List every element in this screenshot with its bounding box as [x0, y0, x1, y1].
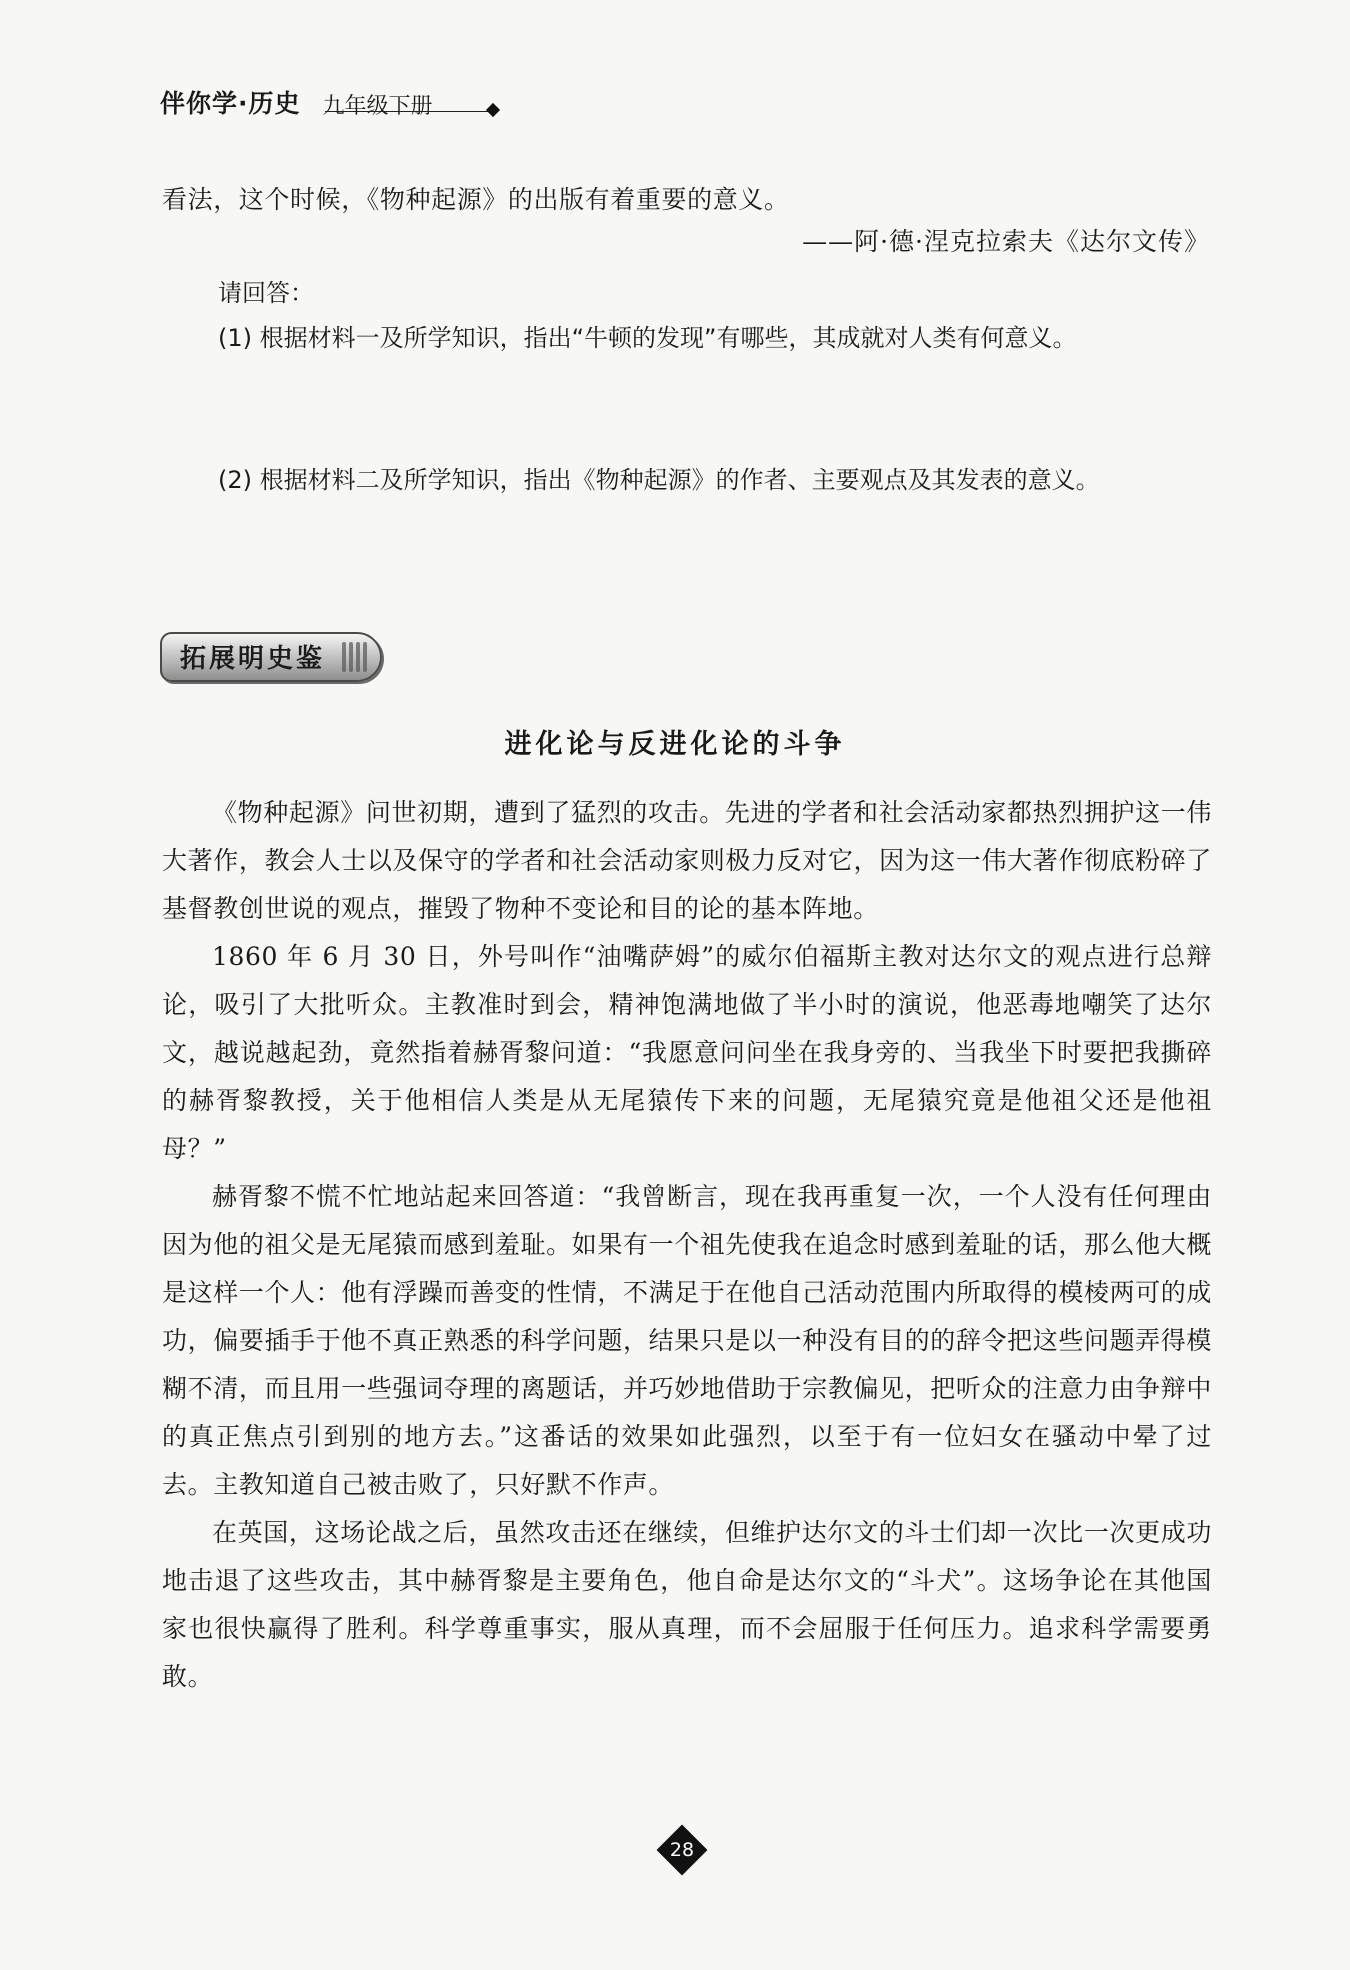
header-rule [325, 111, 490, 112]
page-number: 28 [669, 1839, 695, 1861]
quote-source: ——阿·德·涅克拉索夫《达尔文传》 [802, 227, 1210, 256]
article-body [162, 789, 1212, 1701]
question-prompt: 请回答： [218, 279, 314, 307]
book-brand: 伴你学·历史 [160, 89, 301, 118]
section-badge-label: 拓展明史鉴 [180, 644, 326, 674]
question-1: (1) 根据材料一及所学知识，指出“牛顿的发现”有哪些，其成就对人类有何意义。 [218, 324, 1077, 352]
paragraph: 《物种起源》问世初期，遭到了猛烈的攻击。先进的学者和社会活动家都热烈拥护这一伟大著作，教会人士以及保守的学者和社会活动家则极力反对它，因为这一伟大著作彻底粉碎了基督教创世说的观点，摧毁了物种不变论和目的论的基本阵地。 [162, 798, 1212, 923]
paragraph: 赫胥黎不慌不忙地站起来回答道：“我曾断言，现在我再重复一次，一个人没有任何理由因为他的祖父是无尾猿而感到羞耻。如果有一个祖先使我在追念时感到羞耻的话，那么他大概是这样一个人：他有浮躁而善变的性情，不满足于在他自己活动范围内所取得的模棱两可的成功，偏要插手于他不真正熟悉的科学问题，结果只是以一种没有目的的辞令把这些问题弄得模糊不清，而且用一些强词夺理的离题话，并巧妙地借助于宗教偏见，把听众的注意力由争辩中的真正焦点引到别的地方去。”这番话的效果如此强烈，以至于有一位妇女在骚动中晕了过去。主教知道自己被击败了，只好默不作声。 [162, 1182, 1212, 1499]
book-grade: 九年级下册 [322, 94, 433, 119]
paragraph: 在英国，这场论战之后，虽然攻击还在继续，但维护达尔文的斗士们却一次比一次更成功地击退了这些攻击，其中赫胥黎是主要角色，他自命是达尔文的“斗犬”。这场争论在其他国家也很快赢得了胜利。科学尊重事实，服从真理，而不会屈服于任何压力。追求科学需要勇敢。 [162, 1518, 1212, 1691]
page-header [160, 80, 433, 120]
page-number-badge [658, 1826, 706, 1874]
question-2: (2) 根据材料二及所学知识，指出《物种起源》的作者、主要观点及其发表的意义。 [218, 466, 1100, 494]
continued-text: 看法，这个时候，《物种起源》的出版有着重要的意义。 [162, 185, 790, 214]
stripes-icon [342, 642, 372, 672]
section-badge [160, 632, 382, 682]
diamond-icon [486, 103, 500, 117]
paragraph: 1860 年 6 月 30 日，外号叫作“油嘴萨姆”的威尔伯福斯主教对达尔文的观点进行总辩论，吸引了大批听众。主教准时到会，精神饱满地做了半小时的演说，他恶毒地嘲笑了达尔文，越说越起劲，竟然指着赫胥黎问道：“我愿意问问坐在我身旁的、当我坐下时要把我撕碎的赫胥黎教授，关于他相信人类是从无尾猿传下来的问题，无尾猿究竟是他祖父还是他祖母？” [162, 942, 1212, 1163]
article-title: 进化论与反进化论的斗争 [504, 729, 846, 760]
